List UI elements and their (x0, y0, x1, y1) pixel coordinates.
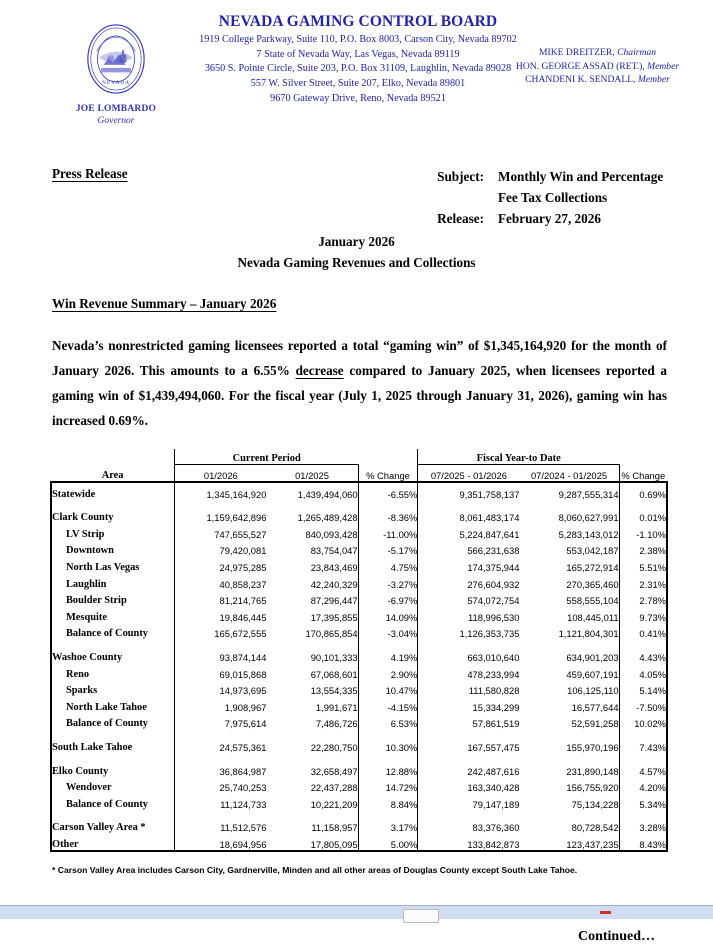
table-body (51, 482, 667, 851)
cell-current-2025: 32,658,497 (310, 765, 358, 777)
cell-fy-2026: 1,126,353,735 (418, 623, 520, 640)
nevada-state-seal-icon (79, 22, 153, 96)
cell-fy-2026: 566,231,638 (418, 540, 520, 557)
cell-fy-pct-change: -1.10% (619, 523, 667, 540)
svg-text:NEVADA: NEVADA (101, 80, 131, 87)
cell-fy-pct-change: 0.69% (619, 482, 667, 500)
cell-current-2025: 11,158,957 (311, 822, 358, 834)
column-header-fy-2: 07/2024 - 01/2025 (519, 465, 619, 483)
governor-name: JOE LOMBARDO (75, 104, 157, 114)
cell-fy-pct-change: 0.01% (619, 507, 667, 524)
cell-area: Balance of County (51, 713, 175, 730)
continued-label: Continued… (577, 928, 655, 944)
cell-fy-pct-change: 5.14% (619, 680, 667, 697)
cell-current-pct-change: 14.09% (358, 606, 418, 623)
table-row (51, 646, 667, 663)
cell-fy-2026: 9,351,758,137 (418, 482, 520, 500)
column-header-fy-pct: % Change (619, 465, 667, 483)
cell-current-pct-change: 10.30% (358, 736, 418, 753)
cell-fy-2026: 276,604,932 (418, 573, 520, 590)
subject-value-line2: Fee Tax Collections (498, 190, 608, 205)
cell-fy-2025: 155,970,196 (566, 741, 619, 753)
cell-current-pct-change: -6.55% (358, 482, 418, 500)
cell-fy-2026: 111,580,828 (418, 680, 520, 697)
cell-area: Elko County (51, 760, 175, 777)
table-row (51, 680, 667, 697)
cell-current-2026: 19,846,445 (175, 606, 267, 623)
table-row (51, 833, 667, 851)
cell-fy-pct-change: -7.50% (619, 696, 667, 713)
cell-fy-pct-change: 4.43% (619, 646, 667, 663)
table-row (51, 540, 667, 557)
cell-fy-pct-change: 7.43% (619, 736, 667, 753)
cell-fy-2026: 133,842,873 (418, 833, 520, 851)
cell-fy-pct-change: 4.05% (619, 663, 667, 680)
cell-area: North Lake Tahoe (51, 696, 175, 713)
table-row (51, 482, 667, 500)
cell-fy-2026: 163,340,428 (418, 777, 520, 794)
summary-text-part2: compared to January 2025, when licensees reported a gaming win of $1,439,494,060. For the fiscal year (July 1, 2025 through January 31, 2026), gaming win has increased 0.69%. (52, 363, 667, 428)
subject-label: Subject: (437, 169, 484, 184)
cell-area: Balance of County (51, 623, 175, 640)
official-member-2 (490, 73, 705, 87)
official-name: CHANDENI K. SENDALL, (525, 74, 636, 86)
cell-current-2026: 81,214,765 (175, 590, 267, 607)
summary-text-emphasis: decrease (295, 363, 344, 378)
agency-address-5: 9670 Gateway Drive, Reno, Nevada 89521 (270, 93, 446, 105)
cell-fy-2025: 52,591,258 (571, 718, 619, 730)
agency-address-1: 1919 College Parkway, Suite 110, P.O. Box 8003, Carson City, Nevada 89702 (199, 33, 517, 45)
group-header-blank (51, 449, 175, 465)
table-row (51, 556, 667, 573)
table-row (51, 713, 667, 730)
cell-area: Sparks (51, 680, 175, 697)
cell-current-2025: 170,865,854 (305, 628, 358, 640)
table-group-gap (51, 810, 667, 817)
cell-fy-2025: 459,607,191 (566, 668, 619, 680)
cell-fy-2026: 79,147,189 (418, 793, 520, 810)
cell-current-pct-change: 6.53% (358, 713, 418, 730)
officials-block (490, 46, 705, 87)
cell-fy-2025: 106,125,110 (567, 685, 619, 697)
cell-fy-pct-change: 3.28% (619, 817, 667, 834)
table-row (51, 793, 667, 810)
cell-current-pct-change: -3.27% (358, 573, 418, 590)
table-row (51, 623, 667, 640)
cell-area: Balance of County (51, 793, 175, 810)
table-group-header-row (51, 449, 667, 465)
table-head (51, 449, 667, 482)
subject-release-grid (418, 166, 663, 229)
cell-current-2026: 14,973,695 (175, 680, 267, 697)
cell-current-2026: 11,512,576 (175, 817, 267, 834)
agency-name: NEVADA GAMING CONTROL BOARD (218, 13, 498, 30)
cell-current-2025: 10,221,209 (310, 798, 358, 810)
cell-current-2025: 22,437,288 (310, 782, 358, 794)
cell-fy-pct-change: 10.02% (619, 713, 667, 730)
cell-current-2025: 17,805,095 (266, 833, 358, 851)
toolbar-indicator-icon (600, 911, 611, 914)
cell-fy-2025: 558,555,104 (566, 595, 619, 607)
cell-area: Clark County (51, 507, 175, 524)
cell-current-pct-change: 8.84% (358, 793, 418, 810)
table-group-gap (51, 729, 667, 736)
summary-heading: Win Revenue Summary – January 2026 (52, 296, 277, 311)
table-row (51, 507, 667, 524)
cell-current-pct-change: 5.00% (358, 833, 418, 851)
cell-fy-pct-change: 2.78% (619, 590, 667, 607)
cell-area: Washoe County (51, 646, 175, 663)
cell-fy-2026: 83,376,360 (418, 817, 520, 834)
column-header-area: Area (51, 465, 175, 483)
table-row (51, 663, 667, 680)
cell-area: Laughlin (51, 573, 175, 590)
agency-address-4: 557 W. Silver Street, Suite 207, Elko, Nevada 89801 (250, 78, 466, 90)
column-header-cur-pct: % Change (358, 465, 418, 483)
column-header-fy-1: 07/2025 - 01/2026 (418, 465, 520, 483)
cell-fy-2025: 9,287,555,314 (558, 488, 619, 500)
cell-current-pct-change: 4.75% (358, 556, 418, 573)
cell-fy-2026: 118,996,530 (418, 606, 520, 623)
cell-current-2026: 24,975,285 (175, 556, 267, 573)
summary-paragraph (52, 333, 667, 433)
cell-fy-pct-change: 4.57% (619, 760, 667, 777)
cell-area: North Las Vegas (51, 556, 175, 573)
table-row (51, 696, 667, 713)
summary-section (0, 278, 713, 433)
cell-current-2025: 83,754,047 (310, 545, 358, 557)
table-row (51, 817, 667, 834)
cell-current-2025: 22,280,750 (310, 741, 358, 753)
cell-area: Mesquite (51, 606, 175, 623)
letterhead (0, 0, 713, 140)
win-revenue-table (50, 449, 668, 852)
agency-address-2: 7 State of Nevada Way, Las Vegas, Nevada 89119 (256, 48, 460, 60)
table-row (51, 573, 667, 590)
cell-current-2025: 1,439,494,060 (297, 488, 358, 500)
cell-current-pct-change: 2.90% (358, 663, 418, 680)
cell-area: Downtown (51, 540, 175, 557)
table-group-gap (51, 639, 667, 646)
cell-fy-2025: 8,060,627,991 (558, 512, 619, 524)
cell-current-2025: 67,068,601 (310, 668, 358, 680)
cell-current-2026: 25,740,253 (175, 777, 267, 794)
cell-current-pct-change: -11.00% (358, 523, 418, 540)
cell-current-2025: 87,296,447 (310, 595, 358, 607)
cell-fy-2025: 270,365,460 (566, 578, 619, 590)
report-title: Nevada Gaming Revenues and Collections (237, 255, 476, 270)
cell-current-2026: 7,975,614 (175, 713, 267, 730)
cell-fy-2026: 242,487,616 (418, 760, 520, 777)
cell-fy-pct-change: 5.34% (619, 793, 667, 810)
subject-value-line1: Monthly Win and Percentage (498, 169, 664, 184)
group-header-blank-3 (619, 449, 667, 465)
cell-current-2025: 1,991,671 (315, 701, 358, 713)
release-label: Release: (437, 211, 484, 226)
cell-area: Carson Valley Area * (51, 817, 175, 834)
cell-fy-2026: 174,375,944 (418, 556, 520, 573)
cell-current-pct-change: 14.72% (358, 777, 418, 794)
column-header-cur-1: 01/2026 (175, 465, 267, 483)
cell-fy-2025: 75,134,228 (571, 798, 619, 810)
cell-current-2026: 1,345,164,920 (175, 482, 267, 500)
cell-current-2025: 840,093,428 (305, 528, 358, 540)
table-row (51, 606, 667, 623)
cell-current-pct-change: 3.17% (358, 817, 418, 834)
cell-fy-2026: 8,061,483,174 (418, 507, 520, 524)
cell-fy-2025: 1,121,804,301 (558, 628, 619, 640)
subject-release-block (0, 166, 713, 278)
cell-current-pct-change: 4.19% (358, 646, 418, 663)
release-date: February 27, 2026 (498, 211, 601, 226)
cell-current-2025: 13,554,335 (310, 685, 358, 697)
cell-current-2026: 747,655,527 (175, 523, 267, 540)
cell-fy-pct-change: 4.20% (619, 777, 667, 794)
cell-fy-pct-change: 0.41% (619, 623, 667, 640)
cell-fy-2026: 478,233,994 (418, 663, 520, 680)
cell-current-2026: 40,858,237 (175, 573, 267, 590)
cell-fy-2025: 553,042,187 (566, 545, 619, 557)
cell-fy-2026: 57,861,519 (418, 713, 520, 730)
cell-current-pct-change: -5.17% (358, 540, 418, 557)
official-role: Member (647, 60, 680, 72)
cell-fy-2026: 663,010,640 (418, 646, 520, 663)
cell-area: Reno (51, 663, 175, 680)
subject-row-continued (418, 187, 663, 208)
cell-current-2026: 1,159,642,896 (175, 507, 267, 524)
table-row (51, 736, 667, 753)
cell-current-pct-change: 10.47% (358, 680, 418, 697)
cell-current-2026: 93,874,144 (175, 646, 267, 663)
cell-fy-2026: 5,224,847,641 (418, 523, 520, 540)
cell-fy-pct-change: 2.38% (619, 540, 667, 557)
cell-fy-2025: 80,728,542 (571, 822, 619, 834)
cell-current-pct-change: 12.88% (358, 760, 418, 777)
cell-fy-2025: 634,901,203 (566, 651, 619, 663)
cell-current-2026: 69,015,868 (175, 663, 267, 680)
official-role: Chairman (617, 47, 656, 58)
cell-area: Boulder Strip (51, 590, 175, 607)
cell-fy-2025: 16,577,644 (571, 701, 619, 713)
group-header-fiscal-ytd: Fiscal Year-to Date (418, 449, 619, 465)
cell-fy-pct-change: 5.51% (619, 556, 667, 573)
group-header-current-period: Current Period (175, 449, 358, 465)
cell-current-2025: 90,101,333 (310, 651, 358, 663)
subject-row (418, 166, 663, 187)
cell-current-2025: 7,486,726 (315, 718, 358, 730)
official-name: MIKE DREITZER, (538, 47, 615, 58)
agency-address-3: 3650 S. Pointe Circle, Suite 203, P.O. Box 31109, Laughlin, Nevada 89028 (204, 63, 512, 75)
cell-current-2026: 165,672,555 (175, 623, 267, 640)
cell-fy-pct-change: 2.31% (619, 573, 667, 590)
cell-fy-2025: 165,272,914 (566, 561, 619, 573)
cell-fy-2025: 5,283,143,012 (558, 528, 619, 540)
cell-current-pct-change: -6.97% (358, 590, 418, 607)
cell-current-2025: 17,395,855 (310, 611, 358, 623)
pdf-viewer-toolbar[interactable] (0, 905, 713, 919)
table-row (51, 760, 667, 777)
page-number-input[interactable] (403, 909, 439, 923)
seal-block (62, 22, 170, 128)
official-role: Member (637, 74, 670, 86)
table-footnote: * Carson Valley Area includes Carson City, Gardnerville, Minden and all other areas of Douglas County except South Lake Tahoe. (52, 864, 578, 875)
cell-current-2026: 24,575,361 (175, 736, 267, 753)
release-row (418, 208, 663, 229)
cell-fy-2025: 108,445,011 (567, 611, 619, 623)
cell-area: Wendover (51, 777, 175, 794)
cell-area: Statewide (51, 482, 175, 500)
cell-current-pct-change: -4.15% (358, 696, 418, 713)
cell-fy-pct-change: 8.43% (619, 833, 667, 851)
table-group-gap (51, 753, 667, 760)
cell-current-pct-change: -8.36% (358, 507, 418, 524)
table-row (51, 777, 667, 794)
table-column-header-row (51, 465, 667, 483)
table-row (51, 523, 667, 540)
cell-fy-2026: 15,334,299 (418, 696, 520, 713)
cell-fy-2025: 123,437,235 (519, 833, 619, 851)
cell-fy-2026: 574,072,754 (418, 590, 520, 607)
official-member-1 (490, 60, 705, 74)
official-name: HON. GEORGE ASSAD (RET.), (515, 60, 645, 72)
group-header-blank-2 (358, 449, 418, 465)
cell-current-2026: 18,694,956 (175, 833, 267, 851)
cell-current-2026: 1,908,967 (175, 696, 267, 713)
cell-current-2025: 23,843,469 (310, 561, 358, 573)
cell-current-2026: 36,864,987 (175, 760, 267, 777)
column-header-cur-2: 01/2025 (266, 465, 358, 483)
cell-current-2026: 11,124,733 (175, 793, 267, 810)
press-release-label: Press Release (52, 166, 128, 181)
governor-title: Governor (97, 115, 135, 126)
cell-fy-pct-change: 9.73% (619, 606, 667, 623)
summary-text-part1: Nevada’s nonrestricted gaming licensees reported a total “gaming win” of $1,345,164,920 for the month of January 2026. This amounts to a 6.55% (52, 338, 667, 378)
cell-fy-2026: 167,557,475 (418, 736, 520, 753)
table-row (51, 590, 667, 607)
cell-current-2025: 42,240,329 (310, 578, 358, 590)
cell-area: Other (51, 833, 175, 851)
cell-area: South Lake Tahoe (51, 736, 175, 753)
cell-fy-2025: 231,890,148 (566, 765, 619, 777)
official-chairman (490, 46, 705, 60)
cell-area: LV Strip (51, 523, 175, 540)
cell-current-2026: 79,420,081 (175, 540, 267, 557)
win-revenue-table-wrapper (50, 449, 668, 852)
subject-label-blank (418, 187, 498, 208)
cell-current-2025: 1,265,489,428 (297, 512, 358, 524)
table-group-gap (51, 500, 667, 507)
cell-fy-2025: 156,755,920 (566, 782, 619, 794)
cell-current-pct-change: -3.04% (358, 623, 418, 640)
period-title: January 2026 (318, 234, 395, 249)
